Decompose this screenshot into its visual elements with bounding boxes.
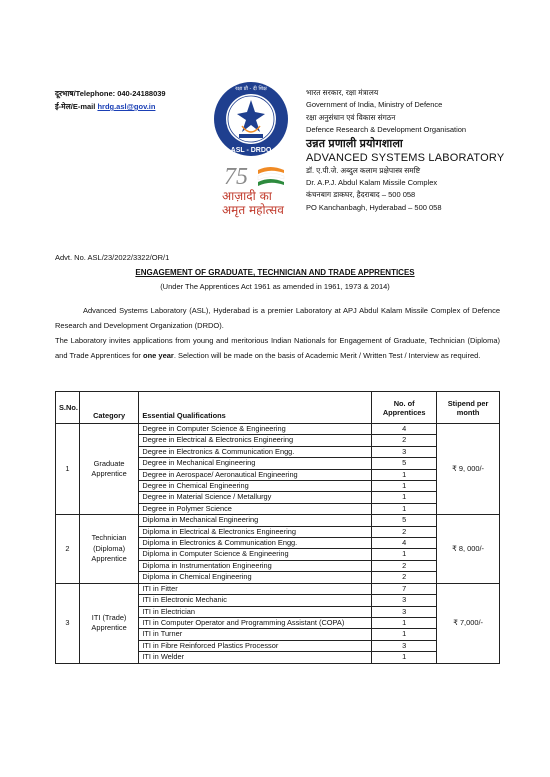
cell-apprentice-count: 1: [372, 617, 437, 628]
cell-sno: 2: [56, 515, 80, 583]
cell-sno: 1: [56, 424, 80, 515]
azadi-line-2: अमृत महोत्सव: [222, 203, 284, 217]
cell-qualification: Degree in Polymer Science: [139, 503, 372, 514]
address-hindi: कंचनबाग डाकघर, हैदराबाद – 500 058: [306, 190, 416, 200]
cell-category: ITI (Trade) Apprentice: [79, 583, 139, 663]
lab-hindi: उन्नत प्रणाली प्रयोगशाला: [306, 137, 403, 150]
cell-qualification: Diploma in Electrical & Electronics Engineering: [139, 526, 372, 537]
cell-stipend: ₹ 7,000/-: [437, 583, 500, 663]
intro-paragraph: Advanced Systems Laboratory (ASL), Hyderabad is a premier Laboratory at APJ Abdul Kalam Missile Complex of Defence Research and Development Organization (DRDO).: [55, 306, 500, 331]
cell-qualification: Degree in Electronics & Communication Engg.: [139, 446, 372, 457]
cell-stipend: ₹ 9, 000/-: [437, 424, 500, 515]
cell-apprentice-count: 5: [372, 458, 437, 469]
header-qualifications: Essential Qualifications: [139, 392, 372, 424]
cell-apprentice-count: 2: [372, 435, 437, 446]
emblem-ring-text: रक्षा प्रौ - दी शिक्ष: [235, 86, 267, 92]
cell-apprentice-count: 1: [372, 503, 437, 514]
address-english: PO Kanchanbagh, Hyderabad – 500 058: [306, 202, 442, 212]
cell-qualification: Degree in Chemical Engineering: [139, 481, 372, 492]
cell-qualification: Degree in Computer Science & Engineering: [139, 424, 372, 435]
table-body: [56, 424, 500, 664]
organisation-block: [306, 87, 504, 214]
cell-qualification: Degree in Aerospace/ Aeronautical Engineering: [139, 469, 372, 480]
cell-sno: 3: [56, 583, 80, 663]
cell-apprentice-count: 3: [372, 446, 437, 457]
cell-qualification: Degree in Material Science / Metallurgy: [139, 492, 372, 503]
cell-apprentice-count: 4: [372, 424, 437, 435]
header-number: No. of Apprentices: [372, 392, 437, 424]
cell-apprentice-count: 7: [372, 583, 437, 594]
table-row: [56, 515, 500, 526]
azadi-75: 75: [224, 164, 248, 190]
cell-apprentice-count: 1: [372, 481, 437, 492]
azadi-line-1: आज़ादी का: [222, 189, 272, 203]
emblem-caption: ASL - DRDO: [230, 147, 272, 154]
org-english: Defence Research & Development Organisation: [306, 125, 467, 135]
cell-qualification: ITI in Fitter: [139, 583, 372, 594]
cell-apprentice-count: 3: [372, 595, 437, 606]
asl-drdo-emblem-icon: [212, 80, 290, 158]
cell-qualification: Diploma in Electronics & Communication Engg.: [139, 538, 372, 549]
lab-english: ADVANCED SYSTEMS LABORATORY: [306, 151, 505, 164]
table-row: [56, 583, 500, 594]
org-hindi: रक्षा अनुसंधान एवं विकास संगठन: [306, 112, 396, 122]
cell-apprentice-count: 2: [372, 572, 437, 583]
table-header-row: [56, 392, 500, 424]
cell-qualification: ITI in Turner: [139, 629, 372, 640]
cell-qualification: ITI in Electronic Mechanic: [139, 595, 372, 606]
invitation-text-b: . Selection will be made on the basis of Academic Merit / Written Test / Interview as required.: [173, 351, 481, 361]
cell-category: Graduate Apprentice: [79, 424, 139, 515]
email-label: ई-मेल/E-mail: [55, 102, 98, 111]
cell-apprentice-count: 5: [372, 515, 437, 526]
cell-category: Technician (Diploma) Apprentice: [79, 515, 139, 583]
header-category: Category: [79, 392, 139, 424]
cell-qualification: Diploma in Chemical Engineering: [139, 572, 372, 583]
cell-qualification: ITI in Computer Operator and Programming Assistant (COPA): [139, 617, 372, 628]
cell-apprentice-count: 1: [372, 492, 437, 503]
page-subtitle: (Under The Apprentices Act 1961 as amended in 1961, 1973 & 2014): [160, 282, 390, 291]
advertisement-number: Advt. No. ASL/23/2022/3322/OR/1: [55, 253, 170, 262]
contact-block: [55, 87, 166, 113]
telephone-line: दूरभाष/Telephone: 040-24188039: [55, 89, 166, 98]
complex-hindi: डॉ. ए.पी.जे. अब्दुल कलाम प्रक्षेपास्त्र समष्टि: [306, 165, 421, 175]
cell-apprentice-count: 3: [372, 640, 437, 651]
cell-apprentice-count: 4: [372, 538, 437, 549]
ministry-english: Government of India, Ministry of Defence: [306, 100, 443, 110]
ministry-hindi: भारत सरकार, रक्षा मंत्रालय: [306, 88, 379, 97]
table-row: [56, 424, 500, 435]
cell-apprentice-count: 2: [372, 526, 437, 537]
cell-qualification: Diploma in Mechanical Engineering: [139, 515, 372, 526]
cell-qualification: Degree in Electrical & Electronics Engineering: [139, 435, 372, 446]
page-title: ENGAGEMENT OF GRADUATE, TECHNICIAN AND TRADE APPRENTICES: [135, 268, 415, 277]
invitation-duration: one year: [142, 351, 174, 361]
invitation-text-a: The Laboratory invites applications from young and meritorious Indian Nationals for Engagement of Graduate, Technician (Diploma) and Trade Apprentices for: [55, 336, 500, 361]
header-stipend: Stipend per month: [437, 392, 500, 424]
header-sno: S.No.: [56, 392, 80, 424]
cell-apprentice-count: 2: [372, 560, 437, 571]
cell-apprentice-count: 3: [372, 606, 437, 617]
azadi-ka-amrit-mahotsav-logo-icon: [218, 160, 304, 218]
cell-apprentice-count: 1: [372, 629, 437, 640]
cell-qualification: ITI in Electrician: [139, 606, 372, 617]
invitation-paragraph: [55, 333, 500, 363]
cell-qualification: Diploma in Instrumentation Engineering: [139, 560, 372, 571]
cell-apprentice-count: 1: [372, 549, 437, 560]
cell-apprentice-count: 1: [372, 652, 437, 663]
cell-qualification: Diploma in Computer Science & Engineering: [139, 549, 372, 560]
email-link[interactable]: hrdg.asl@gov.in: [97, 102, 156, 111]
cell-qualification: Degree in Mechanical Engineering: [139, 458, 372, 469]
cell-qualification: ITI in Welder: [139, 652, 372, 663]
cell-qualification: ITI in Fibre Reinforced Plastics Processor: [139, 640, 372, 651]
complex-english: Dr. A.P.J. Abdul Kalam Missile Complex: [306, 178, 438, 188]
cell-stipend: ₹ 8, 000/-: [437, 515, 500, 583]
email-line: [55, 100, 166, 113]
apprentice-table: [55, 391, 500, 664]
cell-apprentice-count: 1: [372, 469, 437, 480]
